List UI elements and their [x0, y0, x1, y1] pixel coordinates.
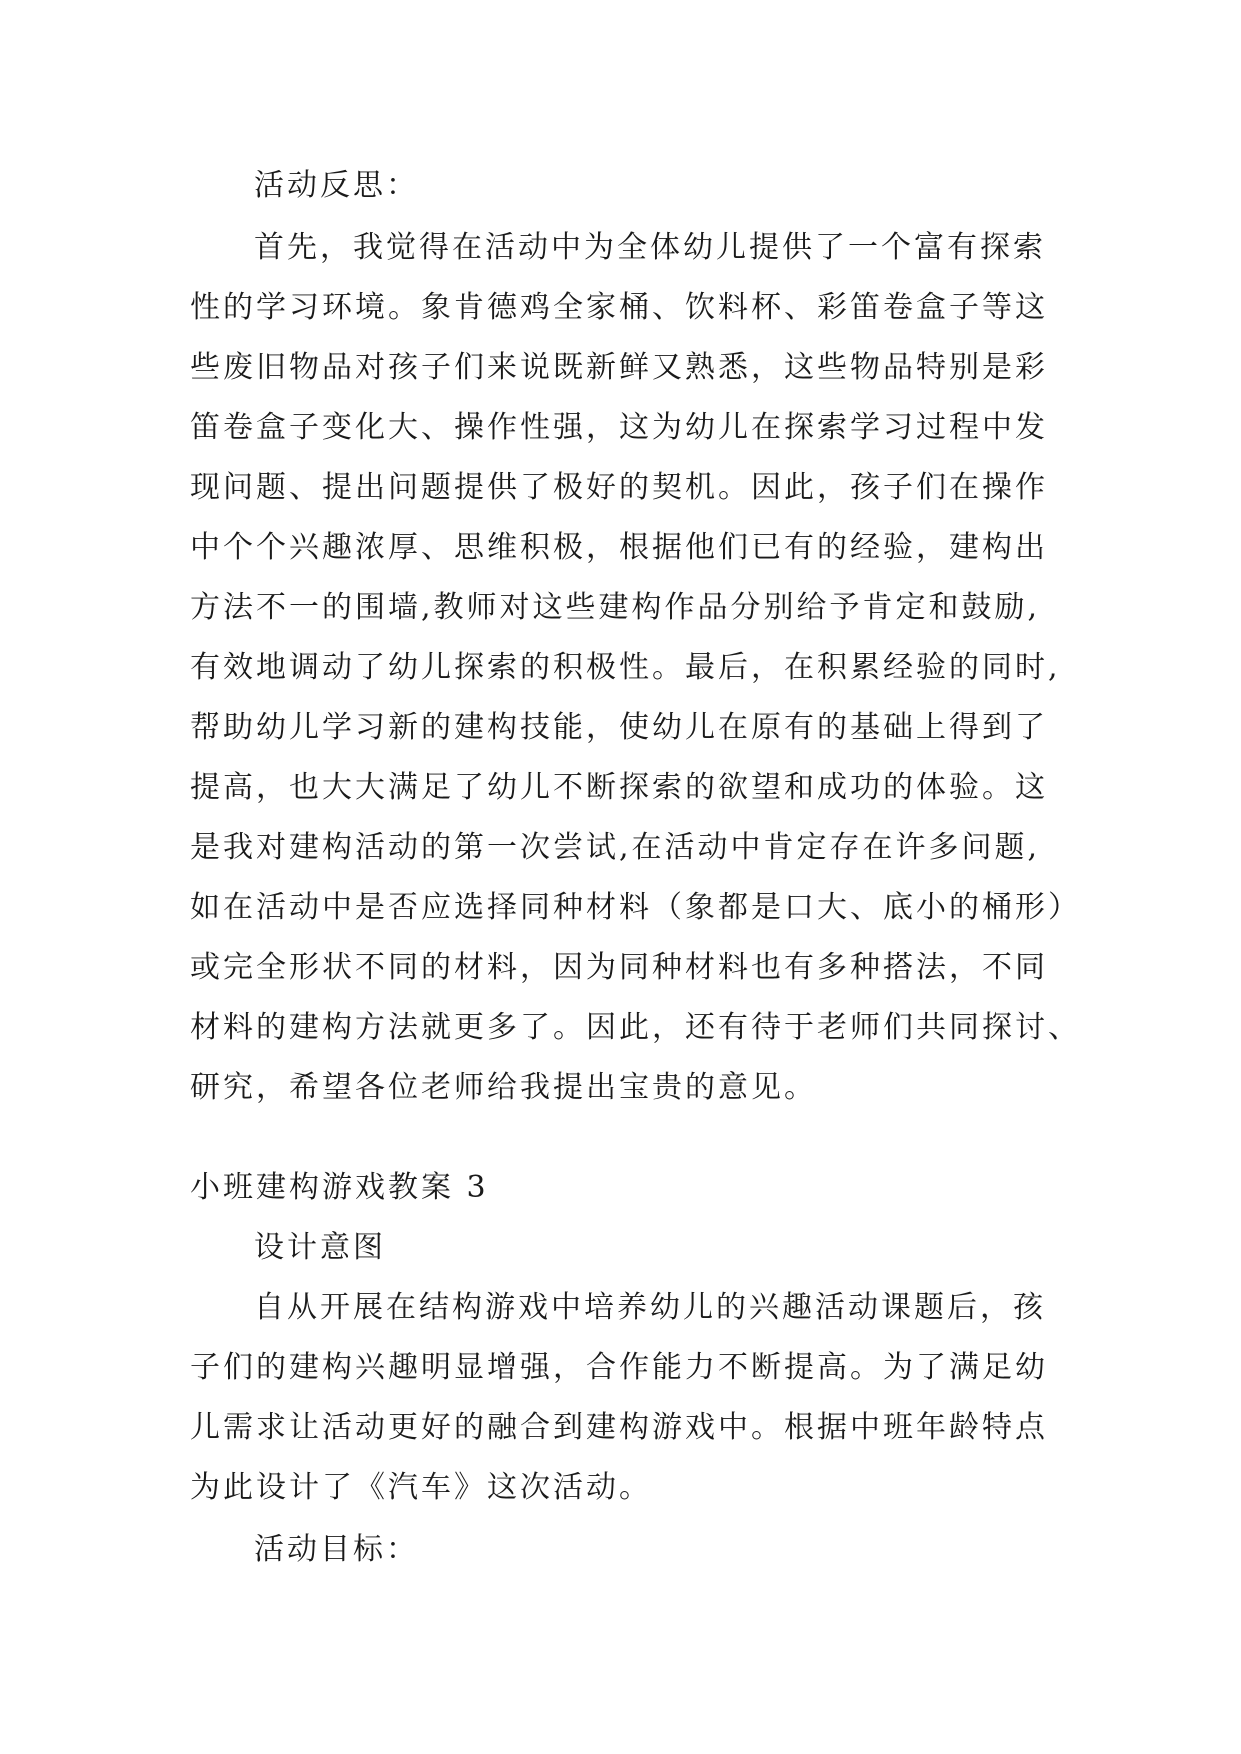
paragraph-line: 如在活动中是否应选择同种材料（象都是口大、底小的桶形）	[190, 890, 1081, 925]
section-title: 小班建构游戏教案 3	[190, 1170, 489, 1205]
paragraph-line: 现问题、提出问题提供了极好的契机。因此，孩子们在操作	[190, 470, 1048, 505]
paragraph-line: 是我对建构活动的第一次尝试,在活动中肯定存在许多问题,	[190, 830, 1041, 865]
paragraph-line: 帮助幼儿学习新的建构技能，使幼儿在原有的基础上得到了	[190, 710, 1048, 745]
paragraph-line: 首先，我觉得在活动中为全体幼儿提供了一个富有探索	[254, 230, 1046, 265]
paragraph-line: 自从开展在结构游戏中培养幼儿的兴趣活动课题后，孩	[254, 1290, 1046, 1325]
paragraph-line: 些废旧物品对孩子们来说既新鲜又熟悉，这些物品特别是彩	[190, 350, 1048, 385]
paragraph-line: 儿需求让活动更好的融合到建构游戏中。根据中班年龄特点	[190, 1410, 1048, 1445]
paragraph-line: 笛卷盒子变化大、操作性强，这为幼儿在探索学习过程中发	[190, 410, 1048, 445]
paragraph-line: 材料的建构方法就更多了。因此，还有待于老师们共同探讨、	[190, 1010, 1081, 1045]
paragraph-line: 有效地调动了幼儿探索的积极性。最后，在积累经验的同时,	[190, 650, 1061, 685]
paragraph-line: 方法不一的围墙,教师对这些建构作品分别给予肯定和鼓励,	[190, 590, 1041, 625]
section-heading-reflection: 活动反思：	[254, 168, 419, 203]
paragraph-line: 或完全形状不同的材料，因为同种材料也有多种搭法，不同	[190, 950, 1048, 985]
paragraph-line: 提高，也大大满足了幼儿不断探索的欲望和成功的体验。这	[190, 770, 1048, 805]
paragraph-line: 为此设计了《汽车》这次活动。	[190, 1470, 652, 1505]
paragraph-line: 中个个兴趣浓厚、思维积极，根据他们已有的经验，建构出	[190, 530, 1048, 565]
paragraph-line: 性的学习环境。象肯德鸡全家桶、饮料杯、彩笛卷盒子等这	[190, 290, 1048, 325]
paragraph-line: 研究，希望各位老师给我提出宝贵的意见。	[190, 1070, 817, 1105]
section-subheading-design-intent: 设计意图	[254, 1230, 386, 1265]
section-heading-goals: 活动目标：	[254, 1532, 419, 1567]
paragraph-line: 子们的建构兴趣明显增强，合作能力不断提高。为了满足幼	[190, 1350, 1048, 1385]
